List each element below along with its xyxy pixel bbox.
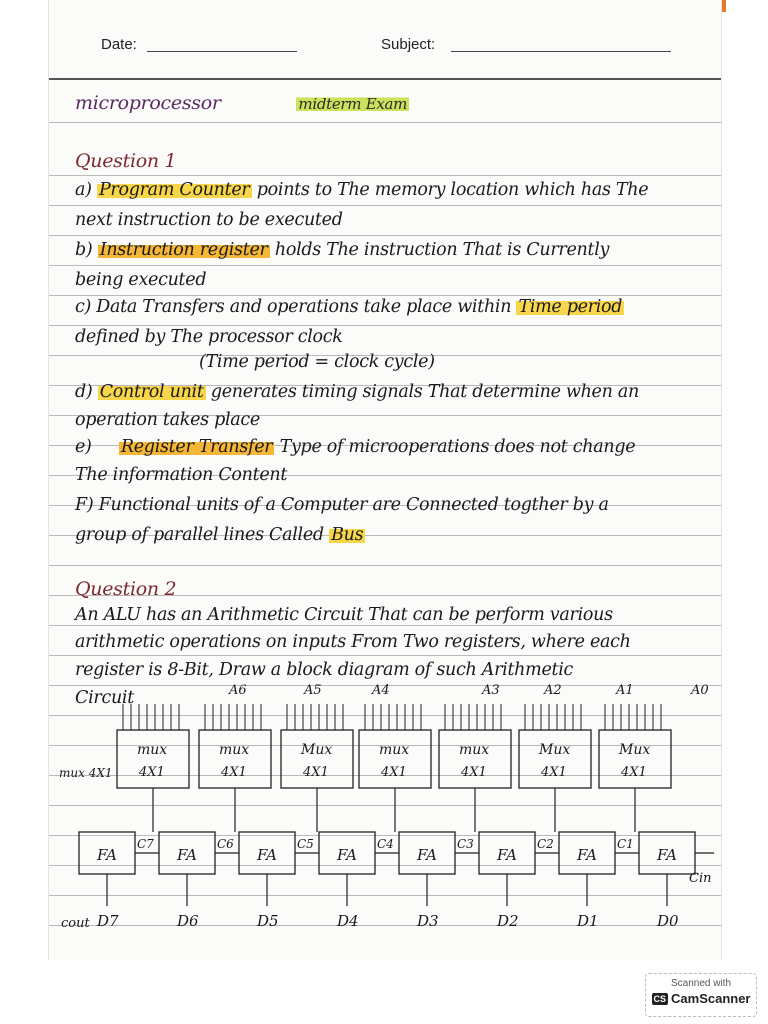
output-label: D0	[657, 912, 679, 930]
input-label: A1	[616, 683, 634, 698]
cout-label: cout	[61, 916, 90, 931]
q1-b-line	[75, 240, 609, 260]
date-line	[147, 51, 297, 52]
rule	[49, 625, 721, 626]
q1-b-continuation: being executed	[75, 270, 207, 290]
subject-line	[451, 51, 671, 52]
q1-c-line	[75, 297, 624, 317]
q1-a-term: Program Counter	[98, 180, 250, 200]
q1-a-continuation: next instruction to be executed	[75, 210, 343, 230]
rule	[49, 655, 721, 656]
mux-size-label: 4X1	[461, 765, 487, 780]
mux-size-label: 4X1	[303, 765, 329, 780]
full-adder-label: FA	[577, 846, 597, 864]
cin-label: Cin	[689, 871, 712, 886]
rule	[49, 205, 721, 206]
output-label: D3	[417, 912, 439, 930]
mux-row	[117, 704, 671, 832]
q1-f-continuation-line	[75, 525, 365, 545]
question1-heading: Question 1	[75, 150, 177, 172]
mux-size-label: 4X1	[381, 765, 407, 780]
camscanner-watermark	[645, 973, 757, 1017]
input-label: A4	[372, 683, 390, 698]
arithmetic-circuit-diagram	[59, 680, 714, 940]
subject-label: Subject:	[381, 36, 436, 53]
carry-label: C4	[377, 837, 394, 851]
rule	[49, 265, 721, 266]
mux-side-label: mux 4X1	[59, 766, 113, 780]
q1-e-continuation: The information Content	[75, 465, 288, 485]
output-label: D6	[177, 912, 199, 930]
camscanner-logo-icon: CS	[653, 994, 667, 1004]
q1-b-text: holds The instruction That is Currently	[274, 240, 610, 260]
title-line	[75, 92, 409, 114]
rule	[49, 175, 721, 176]
output-label: D7	[97, 912, 119, 930]
q1-f-term: Bus	[331, 525, 364, 545]
mux-size-label: 4X1	[621, 765, 647, 780]
q1-b-prefix: b)	[75, 240, 93, 260]
full-adder-label: FA	[97, 846, 117, 864]
scanner-brand	[646, 991, 756, 1006]
full-adder-label: FA	[257, 846, 277, 864]
q1-c-prefix: c)	[75, 297, 92, 317]
q1-b-term: Instruction register	[99, 240, 268, 260]
page-header	[101, 36, 681, 56]
q1-d-prefix: d)	[75, 382, 93, 402]
q1-c-text: Data Transfers and operations take place within	[96, 297, 512, 317]
q1-e-term: Register Transfer	[120, 437, 273, 457]
q1-c-continuation: defined by The processor clock	[75, 327, 343, 347]
mux-label: mux	[219, 742, 250, 758]
input-label: A2	[544, 683, 562, 698]
full-adder-label: FA	[417, 846, 437, 864]
output-label: D1	[577, 912, 599, 930]
full-adder-label: FA	[657, 846, 677, 864]
question2-heading: Question 2	[75, 578, 177, 600]
scanner-brand-name: CamScanner	[671, 991, 751, 1006]
rule	[49, 325, 721, 326]
input-labels	[228, 683, 709, 698]
mux-size-label: 4X1	[541, 765, 567, 780]
input-label: A6	[229, 683, 247, 698]
input-label: A5	[304, 683, 322, 698]
q1-d-line	[75, 382, 639, 402]
q1-a-prefix: a)	[75, 180, 92, 200]
output-label: D2	[497, 912, 519, 930]
rule	[49, 565, 721, 566]
mux-label: Mux	[301, 742, 333, 758]
mux-label: Mux	[619, 742, 651, 758]
output-label: D5	[257, 912, 279, 930]
date-label: Date:	[101, 36, 137, 53]
q1-f-text: Functional units of a Computer are Connected togther by a	[98, 495, 609, 515]
q2-line-3: register is 8-Bit, Draw a block diagram of such Arithmetic	[75, 660, 574, 680]
full-adder-label: FA	[177, 846, 197, 864]
mux-label: mux	[379, 742, 410, 758]
q1-c-formula: (Time period = clock cycle)	[199, 352, 435, 372]
q1-d-continuation: operation takes place	[75, 410, 260, 430]
q1-f-continuation: group of parallel lines Called	[75, 525, 324, 545]
top-rule	[49, 78, 721, 80]
q2-line-1: An ALU has an Arithmetic Circuit That can be perform various	[75, 605, 613, 625]
carry-label: C2	[537, 837, 554, 851]
q1-a-text: points to The memory location which has The	[256, 180, 649, 200]
scanner-caption: Scanned with	[670, 978, 732, 989]
rule	[49, 295, 721, 296]
carry-label: C6	[217, 837, 234, 851]
carry-label: C5	[297, 837, 314, 851]
carry-label: C1	[617, 837, 634, 851]
mux-label: mux	[137, 742, 168, 758]
exam-title: midterm Exam	[298, 95, 408, 113]
q2-line-2: arithmetic operations on inputs From Two registers, where each	[75, 632, 631, 652]
full-adder-row	[79, 832, 714, 906]
q1-d-text: generates timing signals That determine when an	[210, 382, 639, 402]
q1-d-term: Control unit	[99, 382, 204, 402]
q1-a-line	[75, 180, 648, 200]
output-labels	[96, 912, 679, 930]
q1-c-term: Time period	[518, 297, 623, 317]
course-title: microprocessor	[75, 92, 221, 114]
q1-f-prefix: F)	[75, 495, 94, 515]
q1-e-prefix: e)	[75, 437, 92, 457]
q2-line-4: Circuit	[75, 688, 134, 708]
input-label: A0	[691, 683, 709, 698]
q1-f-line	[75, 495, 609, 515]
q1-e-line	[75, 437, 635, 457]
mux-size-label: 4X1	[221, 765, 247, 780]
input-label: A3	[482, 683, 500, 698]
mux-size-label: 4X1	[139, 765, 165, 780]
carry-label: C3	[457, 837, 474, 851]
full-adder-label: FA	[337, 846, 357, 864]
rule	[49, 122, 721, 123]
output-label: D4	[337, 912, 359, 930]
full-adder-label: FA	[497, 846, 517, 864]
mux-label: mux	[459, 742, 490, 758]
mux-label: Mux	[539, 742, 571, 758]
q1-e-text: Type of microoperations does not change	[279, 437, 636, 457]
carry-label: C7	[137, 837, 154, 851]
notebook-page	[48, 0, 722, 960]
rule	[49, 235, 721, 236]
